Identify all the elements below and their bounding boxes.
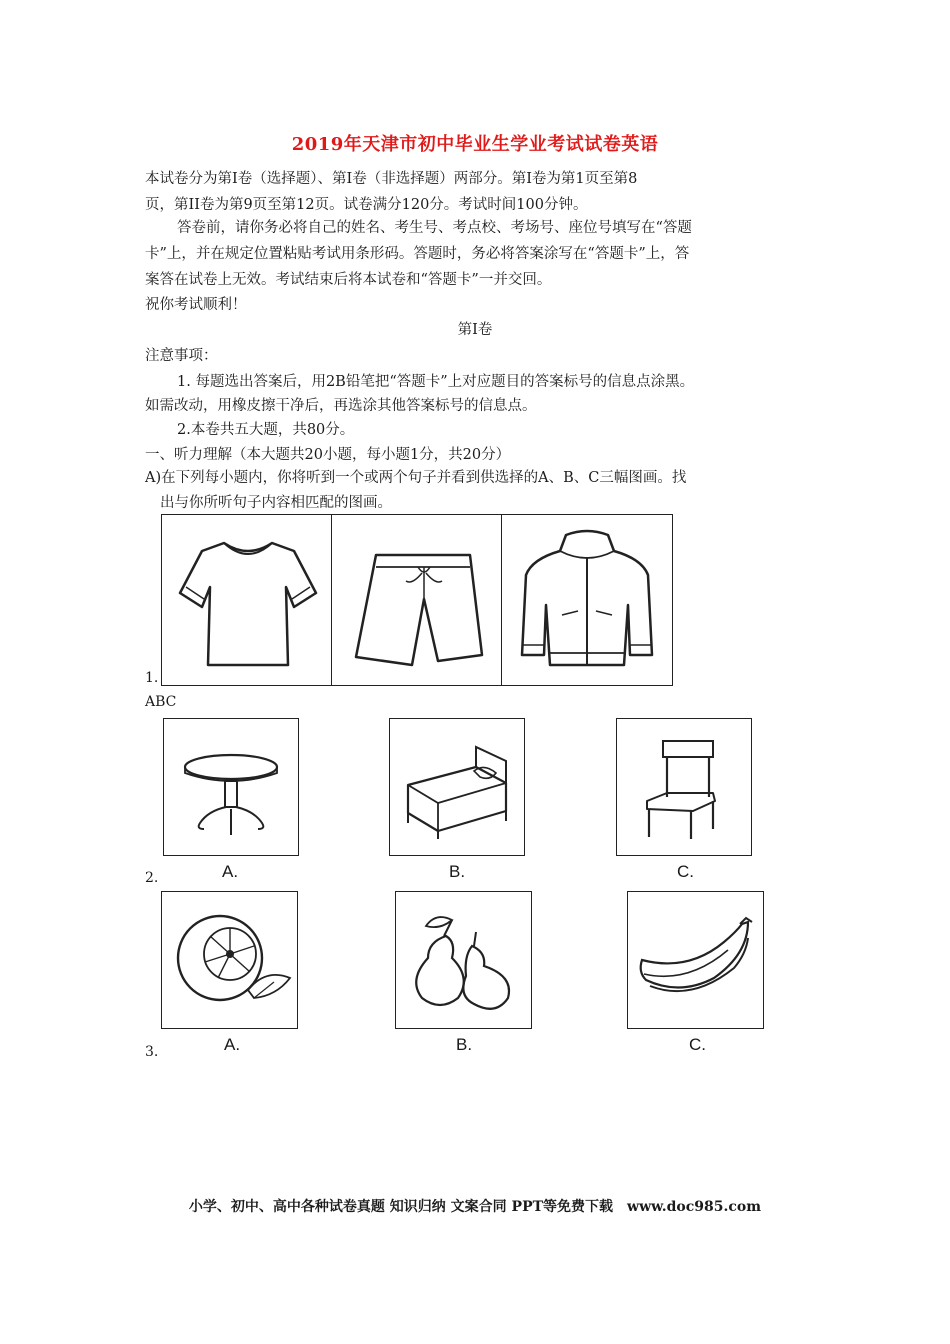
intro-line: 页，第II卷为第9页至第12页。试卷满分120分。考试时间100分钟。 — [145, 197, 588, 213]
option-label-b: B. — [456, 1035, 473, 1054]
jacket-icon — [502, 515, 672, 685]
intro-line: 本试卷分为第Ⅰ卷（选择题）、第Ⅰ卷（非选择题）两部分。第Ⅰ卷为第1页至第8 — [145, 171, 638, 187]
question-1-image-b — [331, 514, 503, 686]
option-label-b: B. — [449, 862, 466, 881]
question-number: 2. — [145, 870, 159, 886]
page-footer: 小学、初中、高中各种试卷真题 知识归纳 文案合同 PPT等免费下载 www.doc985.com — [188, 1199, 762, 1215]
option-label-c: C. — [677, 862, 694, 881]
question-3-image-c — [627, 891, 764, 1029]
option-label-a: A. — [222, 862, 239, 881]
intro-line: 答卷前，请你务必将自己的姓名、考生号、考点校、考场号、座位号填写在“答题 — [177, 220, 692, 236]
question-3-image-b — [395, 891, 532, 1029]
question-number: 3. — [145, 1044, 159, 1060]
t-shirt-icon — [162, 515, 332, 685]
page-title: 2019年天津市初中毕业生学业考试试卷英语 — [291, 134, 659, 155]
shorts-icon — [332, 515, 502, 685]
section-title: 第Ⅰ卷 — [457, 322, 493, 338]
banana-icon — [628, 892, 763, 1028]
notes-heading: 注意事项： — [145, 348, 218, 364]
intro-line: 案答在试卷上无效。考试结束后将本试卷和“答题卡”一并交回。 — [145, 272, 552, 288]
part-heading: 一、听力理解（本大题共20小题，每小题1分，共20分） — [145, 447, 511, 463]
table-icon — [164, 719, 298, 855]
question-number: 1. — [145, 670, 159, 686]
question-3-image-a — [161, 891, 298, 1029]
option-label-c: C. — [689, 1035, 706, 1054]
question-1-image-a — [161, 514, 333, 686]
question-options-text: ABC — [145, 694, 177, 710]
notes-item: 1. 每题选出答案后，用2B铅笔把“答题卡”上对应题目的答案标号的信息点涂黑。 — [177, 374, 695, 390]
intro-line: 卡”上，并在规定位置粘贴考试用条形码。答题时，务必将答案涂写在“答题卡”上，答 — [145, 246, 690, 262]
intro-line: 祝你考试顺利！ — [145, 297, 247, 313]
bed-icon — [390, 719, 524, 855]
option-label-a: A. — [224, 1035, 241, 1054]
pear-icon — [396, 892, 531, 1028]
notes-item: 如需改动，用橡皮擦干净后，再选涂其他答案标号的信息点。 — [145, 398, 537, 414]
part-instruction: A)在下列每小题内，你将听到一个或两个句子并看到供选择的A、B、C三幅图画。找 — [145, 470, 687, 486]
part-instruction: 出与你所听句子内容相匹配的图画。 — [160, 495, 392, 511]
question-1-image-c — [501, 514, 673, 686]
question-2-image-c — [616, 718, 752, 856]
chair-icon — [617, 719, 751, 855]
question-2-image-b — [389, 718, 525, 856]
orange-icon — [162, 892, 297, 1028]
question-2-image-a — [163, 718, 299, 856]
notes-item: 2.本卷共五大题，共80分。 — [177, 422, 355, 438]
